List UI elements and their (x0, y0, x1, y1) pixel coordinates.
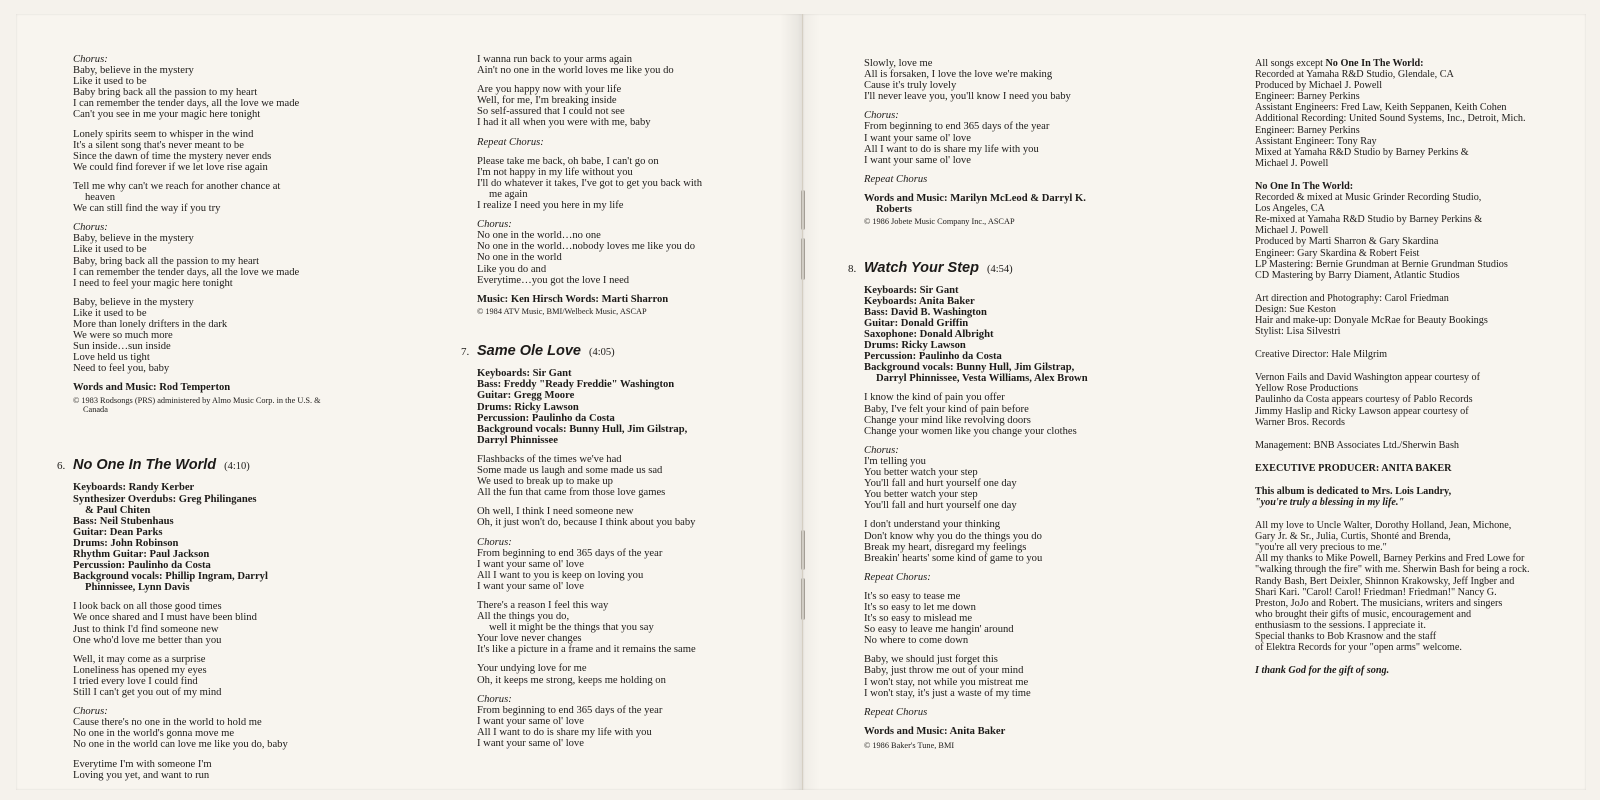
text-line: Randy Bash, Bert Deixler, Shinnon Krakowsky, Jeff Ingber and (1255, 575, 1515, 587)
stanza-label: Repeat Chorus: (477, 136, 544, 148)
lyric-line: Since the dawn of time the mystery never ends (73, 150, 272, 162)
stanza-label: Chorus: (864, 444, 899, 456)
lyric-line: I don't understand your thinking (864, 519, 1001, 531)
lyric-line: It's a silent song that's never meant to be (73, 139, 244, 151)
text-line: Guitar: Donald Griffin (864, 317, 969, 329)
lyric-line: Don't know why you do the things you do (864, 530, 1042, 542)
stanza (864, 58, 1164, 102)
lyric-line: Just to think I'd find someone new (73, 623, 219, 635)
song8-credit: Words and Music: Anita Baker (864, 725, 1006, 737)
lyric-line: Everytime…you got the love I need (477, 274, 630, 286)
text-line: Shari Kari. "Carol! Carol! Friedman! Friedman!" Nancy G. (1255, 586, 1497, 598)
text-line: Los Angeles, CA (1255, 203, 1325, 215)
text-line: Keyboards: Randy Kerber (73, 482, 195, 494)
text-line: Rhythm Guitar: Paul Jackson (73, 549, 210, 560)
courtesy-credits (1255, 372, 1555, 427)
lyric-line: I know the kind of pain you offer (864, 392, 1005, 404)
stanza-label: Chorus: (477, 219, 512, 231)
song7-lyrics (477, 454, 777, 749)
text-line: Special thanks to Bob Krasnow and the staff (1255, 631, 1437, 643)
song8-lyrics (864, 392, 1164, 717)
text-line: Bass: Neil Stubenhaus (73, 515, 174, 527)
lyric-line: No where to come down (864, 635, 969, 647)
song6-lyrics (73, 601, 373, 780)
executive-producer: EXECUTIVE PRODUCER: ANITA BAKER (1255, 462, 1452, 474)
text-line: enthusiasm to the sessions. I appreciate it. (1255, 619, 1426, 631)
lyric-line: Loving you yet, and want to run (73, 769, 210, 781)
management (1255, 440, 1555, 451)
lyric-line: You better watch your step (864, 489, 978, 501)
text-line: Keyboards: Anita Baker (864, 295, 975, 307)
stanza-label: Repeat Chorus (864, 173, 928, 185)
lyric-line: Change your mind like revolving doors (864, 414, 1031, 426)
lyric-line: I want your same ol' love (864, 132, 971, 144)
lyric-line: Change your women like you change your clothes (864, 425, 1077, 437)
lyric-line: I'll do whatever it takes, I've got to get you back with (477, 177, 703, 189)
stanza (864, 392, 1164, 436)
lyric-line: Like you do and (477, 263, 547, 275)
lyric-line: Baby, I've felt your kind of pain before (864, 403, 1029, 415)
lyrics-column-1 (57, 54, 373, 789)
text-line: Percussion: Paulinho da Costa (73, 560, 211, 572)
text-line: Recorded & mixed at Music Grinder Recording Studio, (1255, 192, 1482, 204)
song8-credits (864, 285, 1164, 385)
text-line: Assistant Engineers: Fred Law, Keith Seppanen, Keith Cohen (1255, 102, 1507, 114)
text-line: Drums: Ricky Lawson (864, 340, 966, 352)
staple-bottom (801, 530, 805, 570)
text-line: "walking through the fire" with me. Sherwin Bash for being a rock. (1255, 564, 1530, 576)
stanza (477, 600, 777, 655)
stanza (73, 654, 373, 698)
song5-lyrics (73, 54, 373, 374)
song8-heading: 8. Watch Your Step (4:54) (848, 259, 1013, 276)
lyric-line: Baby, believe in the mystery (73, 296, 194, 308)
lyric-line: I want your same ol' love (477, 558, 584, 570)
stanza (864, 572, 1164, 583)
stanza (73, 54, 373, 121)
art-credits (1255, 293, 1555, 337)
text-line: Additional Recording: United Sound Systems, Inc., Detroit, Mich. (1255, 113, 1526, 125)
song6-title: No One In The World (73, 457, 217, 474)
stanza (477, 54, 777, 76)
lyric-line: I'll never leave you, you'll know I need you baby (864, 91, 1071, 103)
text-line: Guitar: Gregg Moore (477, 390, 575, 402)
text-line: Engineer: Gary Skardina & Robert Feist (1255, 247, 1420, 259)
stanza (864, 707, 1164, 718)
lyric-line: We once shared and I must have been blind (73, 612, 257, 624)
song6-credit: Music: Ken Hirsch Words: Marti Sharron (477, 293, 669, 305)
lyric-line: Sun inside…sun inside (73, 341, 171, 353)
stanza-label: Chorus: (73, 222, 108, 234)
lyric-line: Like it used to be (73, 76, 147, 88)
text-line: Michael J. Powell (1255, 225, 1329, 237)
lyric-line: One who'd love me better than you (73, 634, 222, 646)
text-line: Recorded at Yamaha R&D Studio, Glendale, CA (1255, 69, 1454, 81)
lyric-line: It's like a picture in a frame and it remains the same (477, 644, 696, 656)
production-block-2: No One In The World: Recorded & mixed at Music Grinder Recording Studio, Los Angeles, CA Re-mixed at Yamaha R&D Studio by Barney Perkins & Michael J. Powell Produced by Marti Sharron & Gary Skardina Engineer: Gary Skardina & Robert Feist LP Mastering: Bernie Grundman at Bernie Grundman Studios CD Mastering by Barry Diament, Atlantic Studios (1255, 181, 1555, 281)
song6-lyrics-continued (477, 54, 777, 286)
text-line: Drums: Ricky Lawson (477, 401, 579, 413)
lyric-line: Lonely spirits seem to whisper in the wind (73, 128, 254, 140)
lyric-line: No one in the world (477, 252, 562, 264)
lyric-line: We were so much more (73, 330, 173, 342)
text-line: Jimmy Haslip and Ricky Lawson appear courtesy of (1255, 405, 1469, 417)
lyric-line: Some made us laugh and some made us sad (477, 465, 663, 477)
text-line: Paulinho da Costa appears courtesy of Pablo Records (1255, 394, 1473, 406)
song7-copyright: © 1986 Jobete Music Company Inc., ASCAP (864, 217, 1015, 227)
lyric-line: No one in the world can love me like you do, baby (73, 739, 288, 751)
text-line: Warner Bros. Records (1255, 416, 1345, 428)
lyric-line: I realize I need you here in my life (477, 200, 624, 212)
song7-heading: 7. Same Ole Love (4:05) (461, 343, 615, 360)
lyric-line: me again (489, 188, 528, 200)
text-line: Bass: David B. Washington (864, 306, 987, 318)
lyric-line: All I want to do is share my life with you (864, 143, 1039, 155)
lyric-line: You better watch your step (864, 467, 978, 479)
lyric-line: We could find forever if we let love rise again (73, 161, 268, 173)
lyric-line: I want your same ol' love (864, 154, 971, 166)
lyric-line: I want your same ol' love (477, 715, 584, 727)
text-line: Michael J. Powell (1255, 157, 1329, 169)
text-line: Assistant Engineer: Tony Ray (1255, 135, 1377, 147)
lyric-line: Cause there's no one in the world to hold me (73, 717, 262, 729)
staple-top-2 (801, 238, 805, 280)
text-line: Re-mixed at Yamaha R&D Studio by Barney Perkins & (1255, 214, 1483, 226)
text-line: Background vocals: Bunny Hull, Jim Gilstrap, (864, 362, 1075, 374)
lyric-line: Your love never changes (477, 633, 582, 645)
lyric-line: Ain't no one in the world loves me like you do (477, 65, 674, 77)
text-line: Preston, JoJo and Robert. The musicians, writers and singers (1255, 597, 1503, 609)
song8-copyright: © 1986 Baker's Tune, BMI (864, 740, 955, 750)
lyric-line: I want your same ol' love (477, 738, 584, 749)
lyric-line: Oh well, I think I need someone new (477, 506, 634, 518)
text-line: LP Mastering: Bernie Grundman at Bernie Grundman Studios (1255, 258, 1508, 270)
lyric-line: heaven (85, 192, 115, 204)
lyric-line: I can remember the tender days, all the love we made (73, 266, 300, 278)
lyric-line: Can't you see in me your magic here tonight (73, 109, 261, 121)
text-line: Design: Sue Keston (1255, 303, 1336, 315)
text-line: Darryl Phinnissee (477, 434, 558, 446)
text-line: & Paul Chiten (85, 504, 151, 516)
text-line: Stylist: Lisa Silvestri (1255, 326, 1341, 338)
lyric-line: I can remember the tender days, all the love we made (73, 98, 300, 110)
lyric-line: So self-assured that I could not see (477, 106, 625, 118)
lyric-line: It's so easy to mislead me (864, 613, 973, 625)
text-line: Mixed at Yamaha R&D Studio by Barney Perkins & (1255, 146, 1469, 158)
lyric-line: Still I can't get you out of my mind (73, 687, 222, 699)
text-line: Yellow Rose Productions (1255, 383, 1359, 395)
lyric-line: Please take me back, oh babe, I can't go on (477, 155, 659, 167)
text-line: Keyboards: Sir Gant (477, 368, 572, 380)
lyric-line: All the things you do, (477, 611, 570, 623)
stanza (864, 110, 1164, 165)
text-line: CD Mastering by Barry Diament, Atlantic Studios (1255, 269, 1460, 281)
stanza (477, 156, 777, 211)
text-line: of Elektra Records for your "open arms" welcome. (1255, 642, 1462, 654)
lyric-line: All is forsaken, I love the love we're making (864, 69, 1053, 81)
lyric-line: Oh, it just won't do, because I think about you baby (477, 517, 696, 529)
text-line: Bass: Freddy "Ready Freddie" Washington (477, 379, 675, 391)
text-line: Management: BNB Associates Ltd./Sherwin Bash (1255, 439, 1460, 451)
text-line: Hair and make-up: Donyale McRae for Beauty Bookings (1255, 314, 1488, 326)
lyric-line: Breakin' hearts' some kind of game to you (864, 552, 1043, 564)
stanza (864, 519, 1164, 563)
lyric-line: You'll fall and hurt yourself one day (864, 478, 1017, 490)
stanza (864, 174, 1164, 185)
stanza-label: Chorus: (477, 693, 512, 705)
song6-credits (73, 482, 373, 593)
lyric-line: Slowly, love me (864, 58, 933, 69)
text-line: Engineer: Barney Perkins (1255, 124, 1360, 136)
stanza (477, 694, 777, 749)
lyric-line: From beginning to end 365 days of the year (477, 704, 663, 716)
text-line: All my thanks to Mike Powell, Barney Perkins and Fred Lowe for (1255, 553, 1525, 565)
lyric-line: No one in the world…no one (477, 230, 601, 242)
lyric-line: We used to break up to make up (477, 476, 613, 488)
lyric-line: Love held us tight (73, 352, 150, 364)
text-line: Percussion: Paulinho da Costa (477, 412, 615, 424)
lyric-line: No one in the world's gonna move me (73, 728, 235, 740)
lyric-line: I'm not happy in my life without you (477, 166, 633, 178)
song7-lyrics-continued (864, 58, 1164, 185)
lyric-line: Well, it may come as a surprise (73, 653, 206, 665)
song5-copyright: © 1983 Rodsongs (PRS) administered by Almo Music Corp. in the U.S. & Canada (73, 395, 321, 414)
lyric-line: Oh, it keeps me strong, keeps me holding on (477, 674, 666, 686)
lyric-line: I'm telling you (864, 455, 926, 467)
lyric-line: It's so easy to tease me (864, 590, 961, 602)
lyric-line: Well, for me, I'm breaking inside (477, 95, 617, 107)
lyric-line: From beginning to end 365 days of the year (477, 547, 663, 559)
stanza (477, 84, 777, 128)
staple-top (801, 190, 805, 230)
thanks (1255, 520, 1555, 653)
song8-title: Watch Your Step (864, 259, 979, 276)
lyric-line: It's so easy to let me down (864, 601, 976, 613)
stanza (73, 759, 373, 781)
text-line: Drums: John Robinson (73, 537, 179, 549)
gutter (780, 14, 820, 790)
song6-copyright: © 1984 ATV Music, BMI/Welbeck Music, ASCAP (477, 306, 647, 316)
lyric-line: well it might be the things that you say (489, 622, 654, 634)
text-line: Keyboards: Sir Gant (864, 284, 959, 296)
lyric-line: Baby bring back all the passion to my heart (73, 87, 258, 99)
lyric-line: Baby, just throw me out of your mind (864, 665, 1024, 677)
stanza-label: Chorus: (73, 54, 108, 65)
lyric-line: Baby, believe in the mystery (73, 233, 194, 245)
stanza-label: Chorus: (864, 110, 899, 122)
stanza (477, 454, 777, 498)
stanza (477, 663, 777, 685)
lyric-line: From beginning to end 365 days of the year (864, 121, 1050, 133)
text-line: Creative Director: Hale Milgrim (1255, 349, 1388, 361)
text-line: who brought their gifts of music, encouragement and (1255, 608, 1472, 620)
text-line: Synthesizer Overdubs: Greg Philinganes (73, 493, 257, 505)
stanza-label: Chorus: (73, 706, 108, 718)
lyric-line: I want your same ol' love (477, 580, 584, 592)
stanza (73, 129, 373, 173)
lyric-line: Tell me why can't we reach for another chance at (73, 180, 281, 192)
lyric-line: Flashbacks of the times we've had (477, 453, 622, 465)
stanza (477, 537, 777, 592)
text-line: All my love to Uncle Walter, Dorothy Holland, Jean, Michone, (1255, 520, 1512, 532)
stanza (477, 506, 777, 528)
stanza (477, 137, 777, 148)
lyric-line: All I want to you is keep on loving you (477, 569, 644, 581)
closing-line: I thank God for the gift of song. (1255, 665, 1390, 677)
stanza (73, 601, 373, 645)
text-line: Gary Jr. & Sr., Julia, Curtis, Shonté and Brenda, (1255, 531, 1451, 543)
text-line: Phinnissee, Lynn Davis (85, 582, 190, 594)
lyric-line: Are you happy now with your life (477, 84, 622, 96)
text-line: Guitar: Dean Parks (73, 526, 163, 538)
lyric-line: I won't stay, not while you mistreat me (864, 676, 1029, 688)
text-line: Vernon Fails and David Washington appear courtesy of (1255, 372, 1481, 384)
lyric-line: All the fun that came from those love games (477, 487, 666, 499)
lyric-line: Like it used to be (73, 244, 147, 256)
text-line: Background vocals: Phillip Ingram, Darryl (73, 571, 268, 583)
song7-title: Same Ole Love (477, 343, 581, 360)
lyric-line: So easy to leave me hangin' around (864, 624, 1014, 636)
text-line: Art direction and Photography: Carol Friedman (1255, 292, 1449, 304)
song5-credit: Words and Music: Rod Temperton (73, 382, 231, 394)
lyrics-column-2 (461, 54, 777, 757)
lyric-line: I need to feel your magic here tonight (73, 277, 233, 289)
text-line: Percussion: Paulinho da Costa (864, 351, 1002, 363)
lyric-line: Your undying love for me (477, 663, 587, 675)
lyric-line: You'll fall and hurt yourself one day (864, 500, 1017, 512)
lyric-line: I won't stay, it's just a waste of my time (864, 687, 1031, 699)
stanza (73, 222, 373, 289)
stanza (73, 181, 373, 214)
lyrics-column-3 (848, 58, 1164, 750)
stanza (73, 706, 373, 750)
text-line: Darryl Phinnissee, Vesta Williams, Alex Brown (876, 373, 1088, 385)
text-line: Saxophone: Donald Albright (864, 329, 994, 340)
stanza-label: Repeat Chorus (864, 706, 928, 718)
stanza (864, 654, 1164, 698)
lyric-line: I tried every love I could find (73, 675, 198, 687)
stanza (864, 445, 1164, 512)
lyric-line: I look back on all those good times (73, 601, 222, 613)
lyric-line: Baby, bring back all the passion to my heart (73, 255, 260, 267)
stanza-label: Repeat Chorus: (864, 571, 931, 583)
lyric-line: I had it all when you were with me, baby (477, 117, 651, 129)
song7-credit: Words and Music: Marilyn McLeod & Darryl K. Roberts (864, 192, 1086, 216)
lyric-line: Cause it's truly lovely (864, 80, 957, 92)
lyric-line: There's a reason I feel this way (477, 599, 609, 611)
stanza (73, 297, 373, 375)
text-line: Produced by Michael J. Powell (1255, 80, 1383, 92)
lyric-line: Break my heart, disregard my feelings (864, 541, 1027, 553)
lyric-line: All I want to do is share my life with you (477, 726, 652, 738)
production-credits-column (1255, 58, 1555, 676)
lyric-line: We can still find the way if you try (73, 203, 221, 215)
lyric-line: Loneliness has opened my eyes (73, 664, 207, 676)
text-line: Engineer: Barney Perkins (1255, 91, 1360, 103)
lyric-line: Like it used to be (73, 307, 147, 319)
stanza (864, 591, 1164, 646)
lyric-line: Baby, we should just forget this (864, 654, 998, 666)
text-line: Background vocals: Bunny Hull, Jim Gilstrap, (477, 423, 688, 435)
lyric-line: Everytime I'm with someone I'm (73, 758, 212, 770)
stanza-label: Chorus: (477, 536, 512, 548)
lyric-line: Baby, believe in the mystery (73, 65, 194, 77)
song7-credits (477, 368, 777, 446)
text-line: Produced by Marti Sharron & Gary Skardina (1255, 236, 1439, 248)
lyric-line: No one in the world…nobody loves me like you do (477, 241, 696, 253)
stanza (477, 219, 777, 286)
dedication: This album is dedicated to Mrs. Lois Landry, "you're truly a blessing in my life." (1255, 485, 1452, 508)
song6-heading: 6. No One In The World (4:10) (57, 457, 250, 474)
lyric-line: I wanna run back to your arms again (477, 54, 633, 65)
creative-director (1255, 349, 1555, 360)
text-line: "you're all very precious to me." (1255, 542, 1387, 554)
production-block-1: All songs except No One In The World: Recorded at Yamaha R&D Studio, Glendale, CA Produced by Michael J. Powell Engineer: Barney Perkins Assistant Engineers: Fred Law, Keith Seppanen, Keith Cohen Additional Recording: United Sound Systems, Inc., Detroit, Mich. Engineer: Barney Perkins Assistant Engineer: Tony Ray Mixed at Yamaha R&D Studio by Barney Perkins & Michael J. Powell (1255, 58, 1555, 169)
lyric-line: Need to feel you, baby (73, 363, 170, 375)
staple-bottom-2 (801, 578, 805, 620)
lyric-line: More than lonely drifters in the dark (73, 318, 228, 330)
